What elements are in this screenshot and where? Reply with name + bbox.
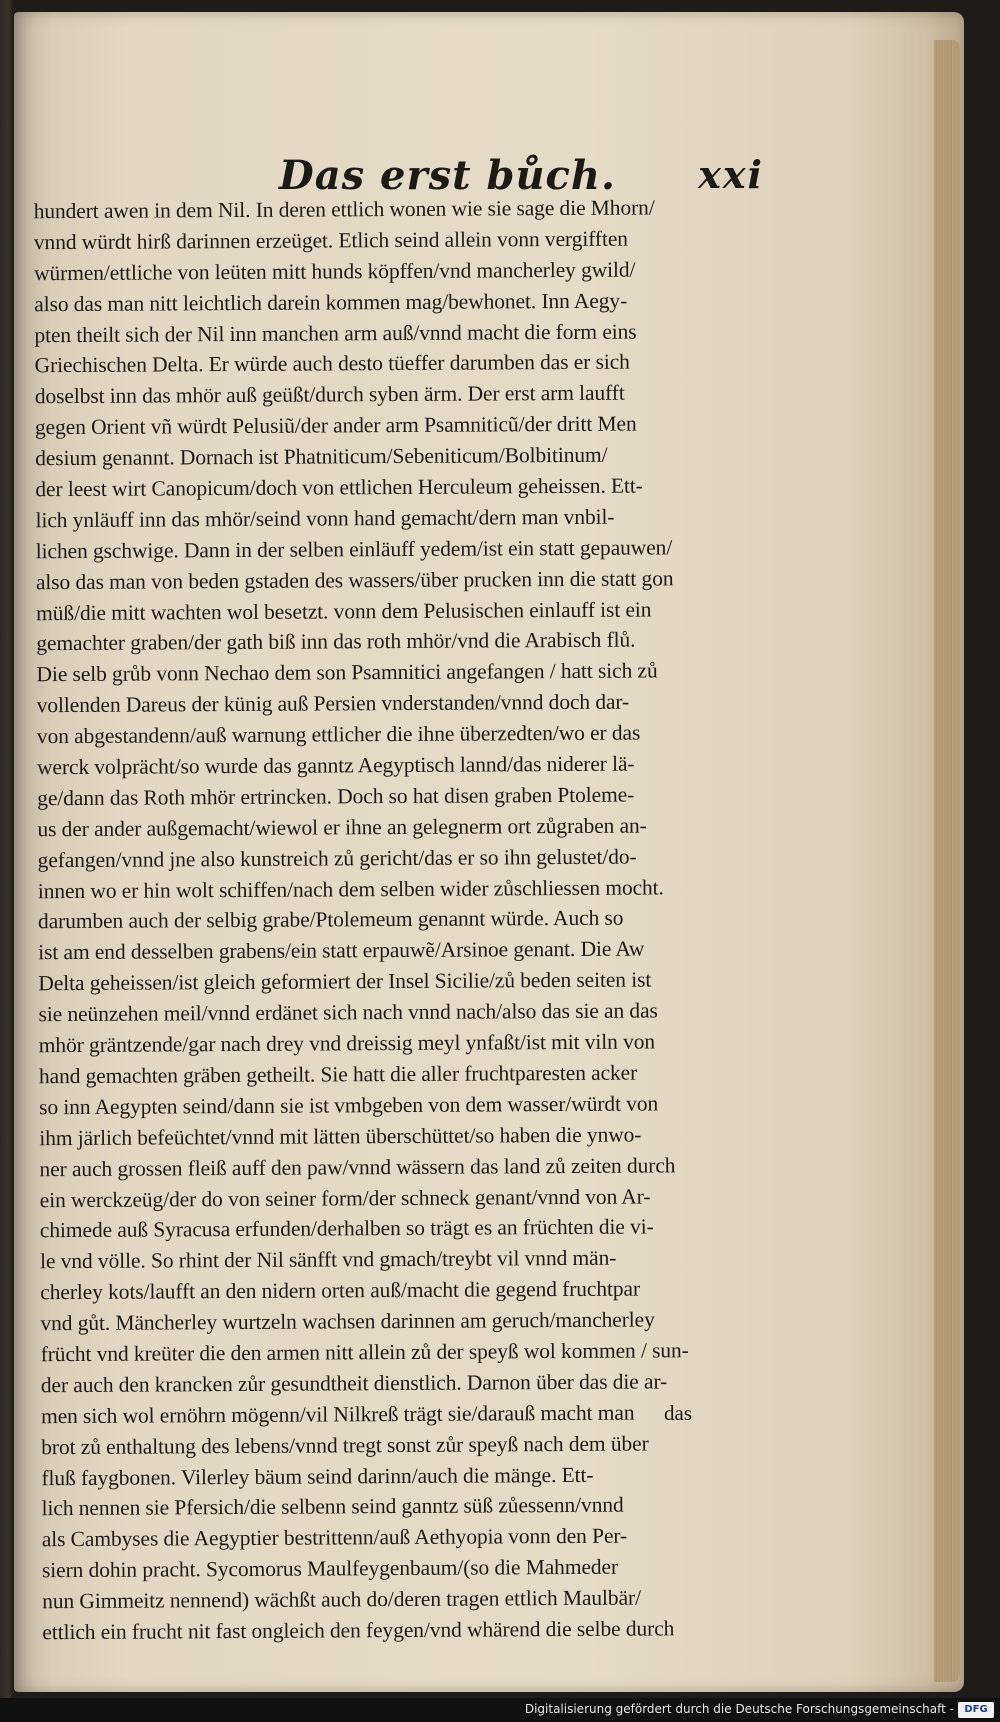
text-line: Delta geheissen/ist gleich geformiert der Insel Sicilie/zů beden seiten ist [38, 967, 652, 996]
folio-number: xxi [698, 152, 764, 197]
text-line: werck volprächt/so wurde das ganntz Aegyptisch lannd/das niderer lä- [36, 751, 635, 780]
text-line: ihm järlich befeüchtet/vnnd mit lätten überschüttet/so haben die ynwo- [39, 1122, 642, 1150]
text-line: lichen gschwige. Dann in der selben einläuff yedem/ist ein statt gepauwen/ [35, 535, 673, 564]
text-line: fluß faygbonen. Vilerley bäum seind darinn/auch die mänge. Ett- [41, 1462, 594, 1490]
text-line: als Cambyses die Aegyptier bestrittenn/auß Aethyopia vonn den Per- [41, 1523, 628, 1552]
text-line: frücht vnd kreüter die den armen nitt allein zů der speyß wol kommen / sun- [40, 1338, 689, 1367]
catchword: das [664, 1401, 692, 1425]
text-line: lich nennen sie Pfersich/die selbenn seind ganntz süß zůessenn/vnnd [41, 1493, 624, 1521]
text-line: chimede auß Syracusa erfunden/derhalben so trägt es an früchten die vi- [39, 1214, 654, 1243]
text-line: sie neünzehen meil/vnnd erdänet sich nach vnnd nach/also das sie an das [38, 998, 658, 1027]
text-line: vnd gůt. Mäncherley wurtzeln wachsen darinnen am geruch/mancherley [40, 1307, 655, 1336]
text-line: desium genannt. Dornach ist Phatniticum/Sebeniticum/Bolbitinum/ [35, 442, 608, 471]
text-line: vollenden Dareus der künig auß Persien vnderstanden/vnnd doch dar- [36, 689, 630, 718]
credit-text: Digitalisierung gefördert durch die Deutsche Forschungsgemeinschaft - [524, 1702, 954, 1716]
text-line: innen wo er hin wolt schiffen/nach dem selben wider zůschliessen mocht. [37, 874, 664, 903]
dfg-logo: DFG [958, 1702, 994, 1718]
text-line: mhör gräntzende/gar nach drey vnd dreissig meyl ynfaßt/ist mit viln von [38, 1029, 656, 1058]
text-line: siern dohin pracht. Sycomorus Maulfeygenbaum/(so die Mahmeder [41, 1554, 619, 1583]
text-line: hand gemachten gräben getheilt. Sie hatt die aller fruchtparesten acker [38, 1060, 638, 1089]
text-line: lich ynläuff inn das mhör/seind vonn hand gemacht/dern man vnbil- [35, 504, 615, 533]
text-line: le vnd völle. So rhint der Nil sänfft vnd gmach/treybt vil vnnd män- [40, 1245, 617, 1274]
text-line: ge/dann das Roth mhör ertrincken. Doch so hat disen graben Ptoleme- [37, 782, 635, 811]
text-line: gegen Orient vñ würdt Pelusiũ/der ander arm Psamniticũ/der dritt Men [34, 411, 637, 440]
text-line: vnnd würdt hirß darinnen erzeüget. Etlich seind allein vonn vergifften [33, 226, 628, 255]
text-line: men sich wol ernöhrn mögenn/vil Nilkreß trägt sie/darauß macht man [40, 1400, 635, 1428]
text-line: ein werckzeüg/der do von seiner form/der schneck genant/vnnd von Ar- [39, 1183, 651, 1212]
text-line: cherley kots/laufft an den nidern orten auß/macht die gegend fruchtpar [40, 1276, 641, 1305]
text-line: pten theilt sich der Nil inn manchen arm auß/vnnd macht die form eins [34, 319, 637, 347]
text-line: der leest wirt Canopicum/doch von ettlichen Herculeum geheissen. Ett- [35, 473, 643, 502]
text-line: ettlich ein frucht nit fast ongleich den feygen/vnd whärend die selbe durch [42, 1616, 675, 1645]
text-line: ist am end desselben grabens/ein statt erpauwẽ/Arsinoe genant. Die Aw [38, 936, 645, 965]
text-line: der auch den krancken zůr gesundtheit dienstlich. Darnon über das die ar- [40, 1369, 668, 1398]
page-edge [934, 40, 960, 1682]
text-line: müß/die mitt wachten wol besetzt. vonn dem Pelusischen einlauff ist ein [36, 597, 652, 625]
text-line: also das man von beden gstaden des wassers/über prucken inn die statt gon [35, 566, 674, 594]
book-page [14, 12, 964, 1692]
text-line: ner auch grossen fleiß auff den paw/vnnd wässern das land zů zeiten durch [39, 1152, 676, 1181]
text-line: würmen/ettliche von leüten mitt hunds köpffen/vnd mancherley gwild/ [33, 257, 636, 286]
running-head: Das erst bůch. [279, 152, 616, 199]
text-line: doselbst inn das mhör auß geüßt/durch syben ärm. Der erst arm laufft [34, 380, 625, 409]
text-line: Die selb grůb vonn Nechao dem son Psamnitici angefangen / hatt sich zů [36, 658, 658, 687]
text-line: von abgestandenn/auß warnung ettlicher die ihne überzedten/wo er das [36, 720, 641, 749]
text-line: Griechischen Delta. Er würde auch desto tüeffer darumben das er sich [34, 350, 630, 378]
text-line: nun Gimmeitz nennend) wächßt auch do/deren tragen ettlich Maulbär/ [42, 1585, 641, 1614]
text-block [34, 192, 771, 1648]
text-line: so inn Aegypten seind/dann sie ist vmbgeben von dem wasser/würdt von [39, 1091, 659, 1120]
credit-bar [0, 1698, 1000, 1722]
text-line: brot zů enthaltung des lebens/vnnd tregt sonst zůr speyß nach dem über [41, 1431, 649, 1459]
text-line: hundert awen in dem Nil. In deren ettlich wonen wie sie sage die Mhorn/ [33, 195, 655, 224]
text-line: gefangen/vnnd jne also kunstreich zů gericht/das er so ihn gelustet/do- [37, 844, 637, 872]
text-line: gemachter graben/der gath biß inn das roth mhör/vnd die Arabisch flů. [36, 628, 636, 656]
text-line: us der ander außgemacht/wiewol er ihne an gelegnerm ort zůgraben an- [37, 813, 647, 842]
text-line: also das man nitt leichtlich darein kommen mag/bewhonet. Inn Aegy- [34, 288, 628, 316]
text-line: darumben auch der selbig grabe/Ptolemeum genannt würde. Auch so [37, 906, 624, 934]
